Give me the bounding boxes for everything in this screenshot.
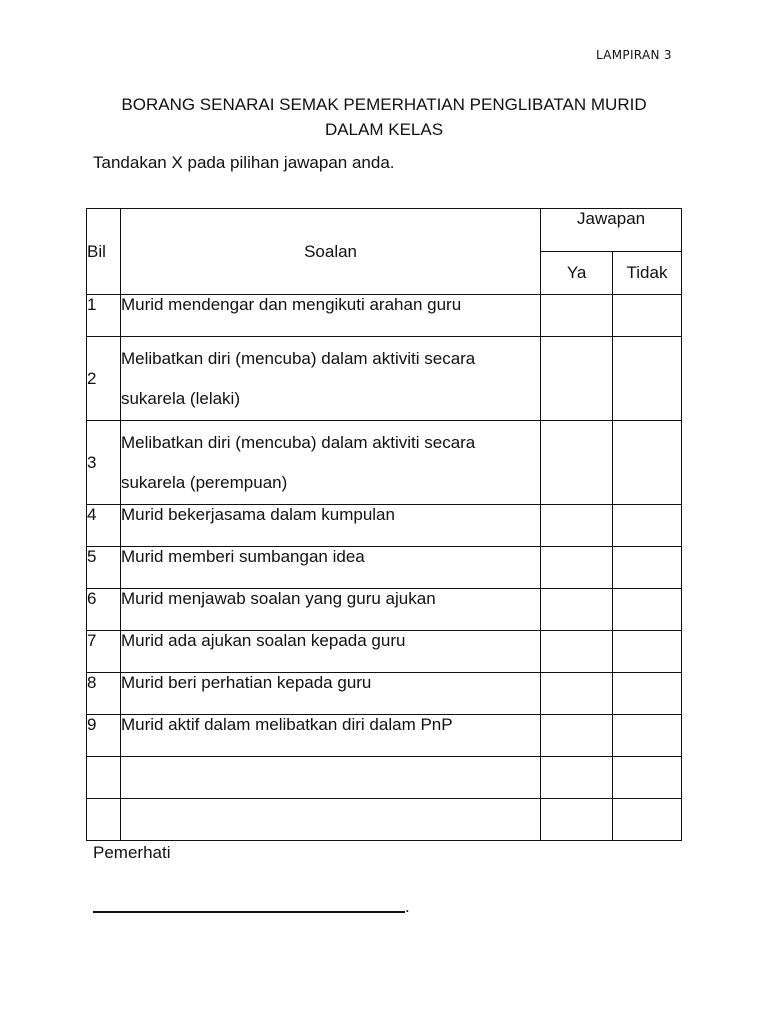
answer-ya-cell[interactable] [541, 757, 613, 799]
row-question: Melibatkan diri (mencuba) dalam aktiviti secara sukarela (lelaki) [120, 337, 540, 421]
table-row [87, 421, 682, 505]
header-tidak: Tidak [613, 252, 682, 295]
form-title-line-2: DALAM KELAS [324, 120, 444, 139]
table-row [87, 337, 682, 421]
answer-ya-cell[interactable] [541, 673, 613, 715]
blank-bil-cell[interactable] [87, 799, 121, 841]
table-row [87, 589, 682, 631]
answer-tidak-cell[interactable] [613, 421, 682, 505]
answer-tidak-cell[interactable] [613, 295, 682, 337]
answer-ya-cell[interactable] [541, 715, 613, 757]
answer-ya-cell[interactable] [541, 547, 613, 589]
form-title-line-1: BORANG SENARAI SEMAK PEMERHATIAN PENGLIBATAN MURID [121, 95, 647, 114]
table-header-row [87, 209, 682, 252]
answer-ya-cell[interactable] [541, 799, 613, 841]
answer-ya-cell[interactable] [541, 421, 613, 505]
answer-tidak-cell[interactable] [613, 631, 682, 673]
row-question: Melibatkan diri (mencuba) dalam aktiviti secara sukarela (perempuan) [120, 421, 540, 505]
row-question: Murid ada ajukan soalan kepada guru [120, 631, 540, 673]
row-question: Murid beri perhatian kepada guru [120, 673, 540, 715]
answer-tidak-cell[interactable] [613, 337, 682, 421]
signature-end-mark: . [405, 897, 410, 916]
header-bil: Bil [87, 209, 121, 295]
row-number: 4 [87, 505, 121, 547]
table-row [87, 505, 682, 547]
header-jawapan: Jawapan [541, 209, 682, 252]
row-number: 3 [87, 421, 121, 505]
blank-soalan-cell[interactable] [120, 799, 540, 841]
row-number: 5 [87, 547, 121, 589]
row-question: Murid memberi sumbangan idea [120, 547, 540, 589]
row-number: 1 [87, 295, 121, 337]
blank-bil-cell[interactable] [87, 757, 121, 799]
answer-ya-cell[interactable] [541, 631, 613, 673]
row-question: Murid mendengar dan mengikuti arahan guru [120, 295, 540, 337]
blank-row [87, 757, 682, 799]
blank-row [87, 799, 682, 841]
blank-soalan-cell[interactable] [120, 757, 540, 799]
answer-tidak-cell[interactable] [613, 715, 682, 757]
row-number: 8 [87, 673, 121, 715]
answer-tidak-cell[interactable] [613, 505, 682, 547]
answer-ya-cell[interactable] [541, 295, 613, 337]
answer-tidak-cell[interactable] [613, 547, 682, 589]
form-title [90, 92, 678, 142]
table-row [87, 631, 682, 673]
row-question: Murid bekerjasama dalam kumpulan [120, 505, 540, 547]
signature-line[interactable] [93, 897, 405, 913]
row-number: 9 [87, 715, 121, 757]
row-question: Murid menjawab soalan yang guru ajukan [120, 589, 540, 631]
answer-tidak-cell[interactable] [613, 799, 682, 841]
answer-tidak-cell[interactable] [613, 757, 682, 799]
table-row [87, 295, 682, 337]
table-row [87, 547, 682, 589]
row-question: Murid aktif dalam melibatkan diri dalam PnP [120, 715, 540, 757]
answer-tidak-cell[interactable] [613, 673, 682, 715]
answer-tidak-cell[interactable] [613, 589, 682, 631]
table-row [87, 673, 682, 715]
row-number: 7 [87, 631, 121, 673]
header-ya: Ya [541, 252, 613, 295]
observer-label: Pemerhati [93, 843, 171, 862]
checklist-table [86, 208, 682, 841]
header-soalan: Soalan [120, 209, 540, 295]
table-row [87, 715, 682, 757]
instruction-text: Tandakan X pada pilihan jawapan anda. [93, 153, 395, 172]
appendix-label: LAMPIRAN 3 [596, 48, 672, 62]
row-number: 2 [87, 337, 121, 421]
answer-ya-cell[interactable] [541, 337, 613, 421]
row-number: 6 [87, 589, 121, 631]
answer-ya-cell[interactable] [541, 589, 613, 631]
answer-ya-cell[interactable] [541, 505, 613, 547]
